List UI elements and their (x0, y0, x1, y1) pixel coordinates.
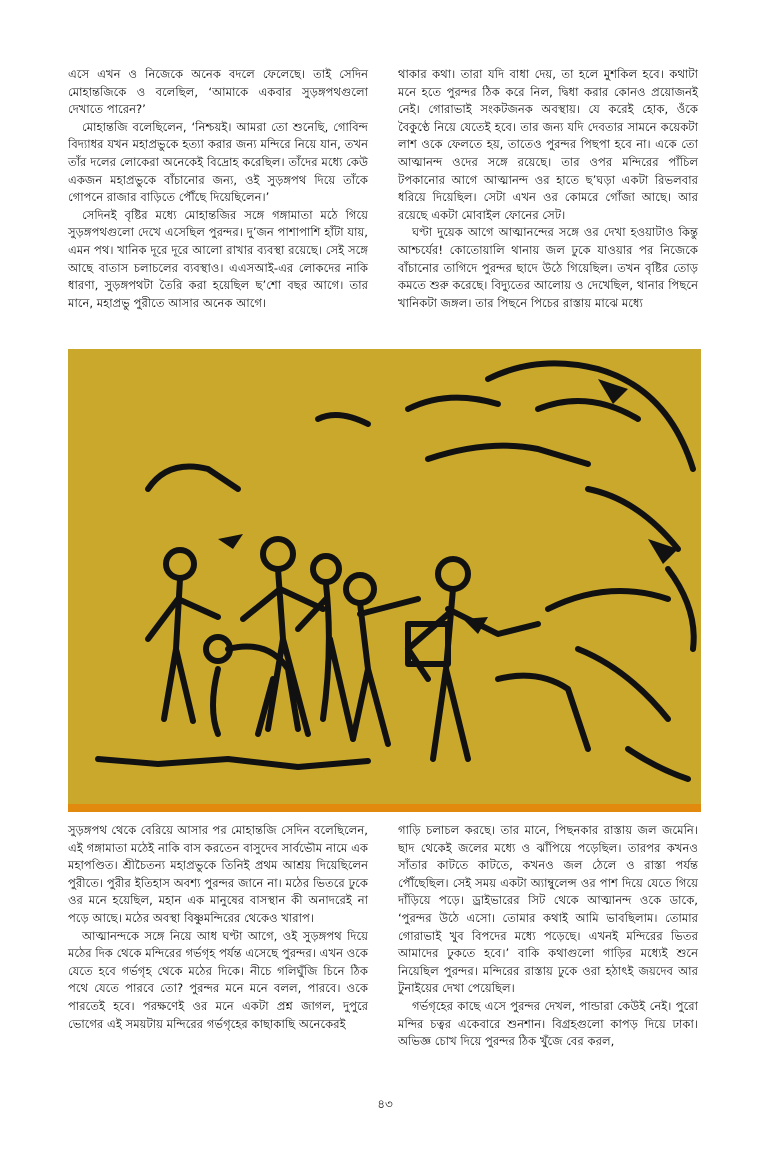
paragraph: মোহান্তজি বলেছিলেন, ‘নিশ্চয়ই। আমরা তো শুনেছি, গোবিন্দ বিদ্যাধর যখন মহাপ্রভুকে হত্যা করার জন্য মন্দিরে নিয়ে যান, তখন তাঁর দলের লোকেরা অনেকেই বিদ্রোহ করেছিল। তাঁদের মধ্যে কেউ একজন মহাপ্রভুকে বাঁচানোর জন্য, ওই সুড়ঙ্গপথ দিয়ে তাঁকে গোপনে রাজার বাড়িতে পৌঁছে দিয়েছিলেন।’ (68, 119, 368, 205)
paragraph: সেদিনই বৃষ্টির মধ্যে মোহান্তজির সঙ্গে গঙ্গামাতা মঠে গিয়ে সুড়ঙ্গপথগুলো দেখে এসেছিল পুরন্দর। দু’জন পাশাপাশি হাঁটা যায়, এমন পথ। খানিক দূরে দূরে আলো রাখার ব্যবস্থা রয়েছে। সেই সঙ্গে আছে বাতাস চলাচলের ব্যবস্থাও। এএসআই-এর লোকদের নাকি ধারণা, সুড়ঙ্গপথটা তৈরি করা হয়েছিল ছ’শো বছর আগে। তার মানে, মহাপ্রভু পুরীতে আসার অনেক আগে। (68, 207, 368, 310)
page-number: ৪৩ (377, 1097, 393, 1111)
column-bottom-right (398, 822, 698, 1051)
paragraph: সুড়ঙ্গপথ থেকে বেরিয়ে আসার পর মোহান্তজি সেদিন বলেছিলেন, এই গঙ্গামাতা মঠেই নাকি বাস করতেন বাসুদেব সার্বভৌম নামে এক মহাপণ্ডিত। শ্রীচৈতন্য মহাপ্রভুকে তিনিই প্রথম আশ্রয় দিয়েছিলেন পুরীতে। পুরীর ইতিহাস অবশ্য পুরন্দর জানে না। মঠের ভিতরে ঢুকে ওর মনে হয়েছিল, মহান এক মানুষের বাসস্থান কী অনাদরেই না পড়ে আছে। মঠের অবস্থা বিষ্ণুমন্দিরের থেকেও খারাপ। (68, 823, 368, 925)
story-illustration (68, 349, 701, 812)
ink-drawing-figures-by-temple-wall (68, 349, 701, 812)
paragraph: আত্মানন্দকে সঙ্গে নিয়ে আধ ঘণ্টা আগে, ওই সুড়ঙ্গপথ দিয়ে মঠের দিক থেকে মন্দিরের গর্ভগৃহ পর্যন্ত এসেছে পুরন্দর। এখন ওকে যেতে হবে গর্ভগৃহ থেকে মঠের দিকে। নীচে গলিঘুঁজি চিনে ঠিক পথে যেতে পারবে তো? পুরন্দর মনে মনে বলল, পারবে। ওকে পারতেই হবে। পরক্ষণেই ওর মনে একটা প্রশ্ন জাগল, দুপুরে ভোগের এই সময়টায় মন্দিরের গর্ভগৃহের কাছাকাছি অনেকেরই (68, 928, 368, 1031)
paragraph: গাড়ি চলাচল করছে। তার মানে, পিছনকার রাস্তায় জল জমেনি। ছাদ থেকেই জলের মধ্যে ও ঝাঁপিয়ে পড়েছিল। তারপর কখনও সাঁতার কাটতে কাটতে, কখনও জল ঠেলে ও রাস্তা পর্যন্ত পৌঁছেছিল। সেই সময় একটা অ্যাম্বুলেন্স ওর পাশ দিয়ে যেতে গিয়ে দাঁড়িয়ে পড়ে। ড্রাইভারের সিট থেকে আত্মানন্দ ওকে ডাকে, ‘পুরন্দর উঠে এসো। তোমার কথাই আমি ভাবছিলাম। তোমার গোরাভাই খুব বিপদের মধ্যে পড়েছে। এখনই মন্দিরের ভিতর আমাদের ঢুকতে হবে।’ বাকি কথাগুলো গাড়ির মধ্যেই শুনে নিয়েছিল পুরন্দর। মন্দিরের রাস্তায় ঢুকে ওরা হঠাৎই জয়দেব আর টুনাইয়ের দেখা পেয়েছিল। (398, 823, 698, 996)
paragraph: এসে এখন ও নিজেকে অনেক বদলে ফেলেছে। তাই সেদিন মোহান্তজিকে ও বলেছিল, ‘আমাকে একবার সুড়ঙ্গপথগুলো দেখাতে পারেন?’ (68, 67, 368, 117)
illustration-bottom-band (68, 804, 701, 812)
paragraph: ঘণ্টা দুয়েক আগে আত্মানন্দের সঙ্গে ওর দেখা হওয়াটাও কিন্তু আশ্চর্যের! কোতোয়ালি থানায় জল ঢুকে যাওয়ার পর নিজেকে বাঁচানোর তাগিদে পুরন্দর ছাদে উঠে গিয়েছিল। তখন বৃষ্টির তোড় কমতে শুরু করেছে। বিদ্যুতের আলোয় ও দেখেছিল, থানার পিছনে খানিকটা জঙ্গল। তার পিছনে পিচের রাস্তায় মাঝে মধ্যে (398, 225, 698, 310)
paragraph: গর্ভগৃহের কাছে এসে পুরন্দর দেখল, পান্ডারা কেউই নেই। পুরো মন্দির চত্বর একেবারে শুনশান। বিগ্রহগুলো কাপড় দিয়ে ঢাকা। অভিজ্ঞ চোখ দিয়ে পুরন্দর ঠিক খুঁজে বের করল, (398, 998, 698, 1049)
column-top-left (68, 66, 368, 312)
column-top-right (398, 66, 698, 312)
column-bottom-left (68, 822, 368, 1033)
paragraph: থাকার কথা। তারা যদি বাধা দেয়, তা হলে মুশকিল হবে। কথাটা মনে হতে পুরন্দর ঠিক করে নিল, দ্বিধা করার কোনও প্রয়োজনই নেই। গোরাভাই সংকটজনক অবস্থায়। যে করেই হোক, ওঁকে বৈকুণ্ঠে নিয়ে যেতেই হবে। তার জন্য যদি দেবতার সামনে কয়েকটা লাশ ওকে ফেলতে হয়, তাতেও পুরন্দর পিছপা হবে না। একে তো আত্মানন্দ ওদের সঙ্গে রয়েছে। তার ওপর মন্দিরের পাঁচিল টপকানোর আগে আত্মানন্দ ওর হাতে ছ’ঘড়া একটা রিভলবার ধরিয়ে দিয়েছিল। সেটা এখন ওর কোমরে গোঁজা আছে। আর রয়েছে একটা মোবাইল ফোনের সেট। (398, 67, 698, 222)
